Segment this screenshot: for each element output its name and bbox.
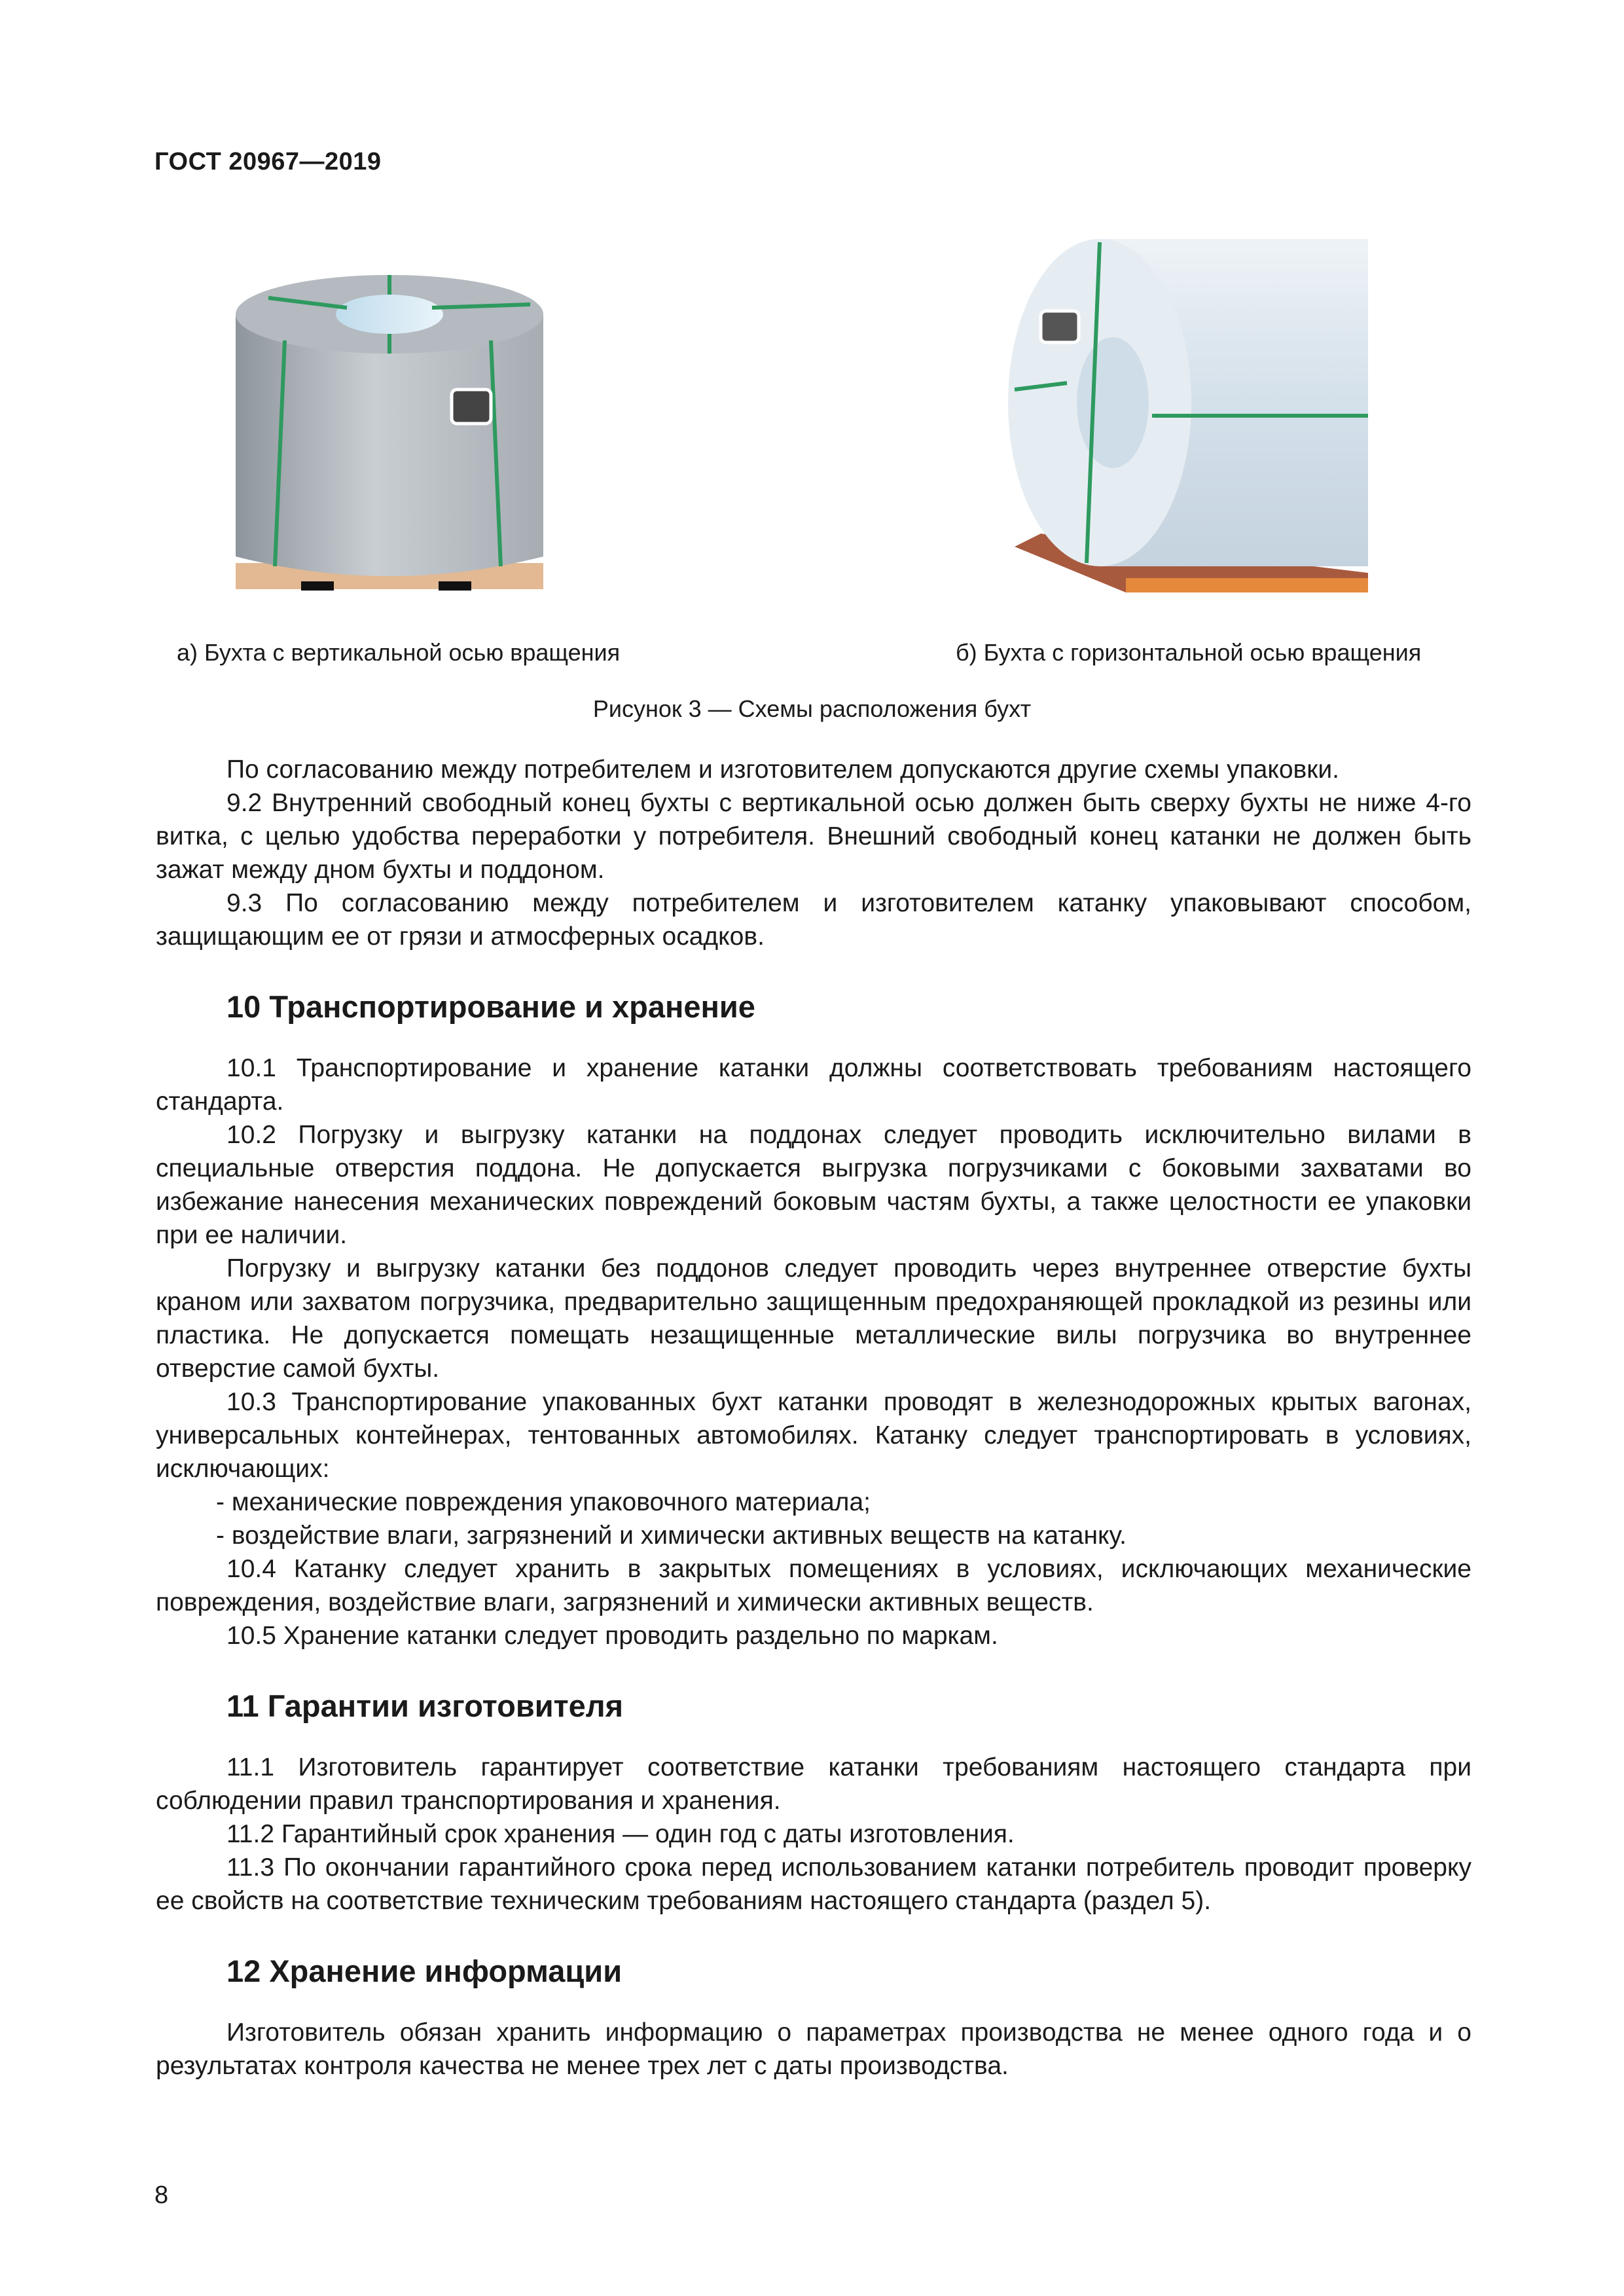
vertical-coil-illustration xyxy=(223,268,563,609)
figure-title: Рисунок 3 — Схемы расположения бухт xyxy=(592,695,1032,722)
paragraph: 10.3 Транспортирование упакованных бухт катанки проводят в железнодорожных крытых вагонах, универсальных контейнерах, тентованных автомобилях. Катанку следует транспортировать в условиях, исключающих: xyxy=(156,1388,1471,1483)
paragraph: 11.1 Изготовитель гарантирует соответствие катанки требованиям настоящего стандарта при соблюдении правил транспортирования и хранения. xyxy=(156,1753,1471,1815)
horizontal-coil-illustration xyxy=(1001,226,1394,606)
paragraph: 10.2 Погрузку и выгрузку катанки на поддонах следует проводить исключительно вилами в специальные отверстия поддона. Не допускается выгрузка погрузчиками с боковыми захватами во избежание нанесения механических повреждений боковым частям бухты, а также целостности ее упаковки при ее наличии. xyxy=(156,1121,1471,1249)
section-heading: 10 Транспортирование и хранение xyxy=(226,989,755,1024)
paragraph: 10.4 Катанку следует хранить в закрытых помещениях в условиях, исключающих механические повреждения, воздействие влаги, загрязнений и химически активных веществ. xyxy=(156,1555,1471,1616)
document-body xyxy=(156,753,1471,2083)
section-heading: 12 Хранение информации xyxy=(226,1954,623,1988)
coil-hole xyxy=(336,295,443,334)
pallet-slot-left xyxy=(301,581,334,591)
paragraph: 10.5 Хранение катанки следует проводить раздельно по маркам. xyxy=(226,1622,998,1650)
paragraph: По согласованию между потребителем и изготовителем допускаются другие схемы упаковки. xyxy=(226,756,1339,784)
coil-hole xyxy=(1077,337,1149,468)
paragraph: Погрузку и выгрузку катанки без поддонов следует проводить через внутреннее отверстие бухты краном или захватом погрузчика, предварительно защищенным предохраняющей прокладкой из резины или пластика. Не допускается помещать незащищенные металлические вилы погрузчика во внутреннее отверстие самой бухты. xyxy=(156,1254,1471,1383)
paragraph: 10.1 Транспортирование и хранение катанки должны соответствовать требованиям настоящего стандарта. xyxy=(156,1054,1471,1116)
list-item: - воздействие влаги, загрязнений и химически активных веществ на катанку. xyxy=(216,1522,1127,1550)
document-header: ГОСТ 20967—2019 xyxy=(154,148,382,175)
paragraph: 11.2 Гарантийный срок хранения — один год с даты изготовления. xyxy=(226,1820,1015,1848)
paragraph: 9.3 По согласованию между потребителем и изготовителем катанку упаковывают способом, защищающим ее от грязи и атмосферных осадков. xyxy=(156,889,1471,951)
paragraph: 11.3 По окончании гарантийного срока перед использованием катанки потребитель проводит проверку ее свойств на соответствие техническим требованиям настоящего стандарта (раздел 5). xyxy=(156,1853,1471,1915)
paragraph: Изготовитель обязан хранить информацию о параметрах производства не менее одного года и о результатах контроля качества не менее трех лет с даты производства. xyxy=(156,2018,1471,2080)
section-heading: 11 Гарантии изготовителя xyxy=(226,1688,624,1723)
page-number: 8 xyxy=(154,2181,169,2209)
list-item: - механические повреждения упаковочного материала; xyxy=(216,1488,871,1516)
coil-label xyxy=(1041,311,1079,342)
figure-caption-a: а) Бухта с вертикальной осью вращения xyxy=(177,639,621,666)
pallet-top xyxy=(1126,578,1368,592)
coil-label xyxy=(452,390,491,424)
figure-caption-b: б) Бухта с горизонтальной осью вращения xyxy=(956,639,1422,666)
paragraph: 9.2 Внутренний свободный конец бухты с вертикальной осью должен быть сверху бухты не ниже 4-го витка, с целью удобства переработки у потребителя. Внешний свободный конец катанки не должен быть зажат между дном бухты и поддоном. xyxy=(156,789,1471,884)
pallet-slot-right xyxy=(439,581,471,591)
